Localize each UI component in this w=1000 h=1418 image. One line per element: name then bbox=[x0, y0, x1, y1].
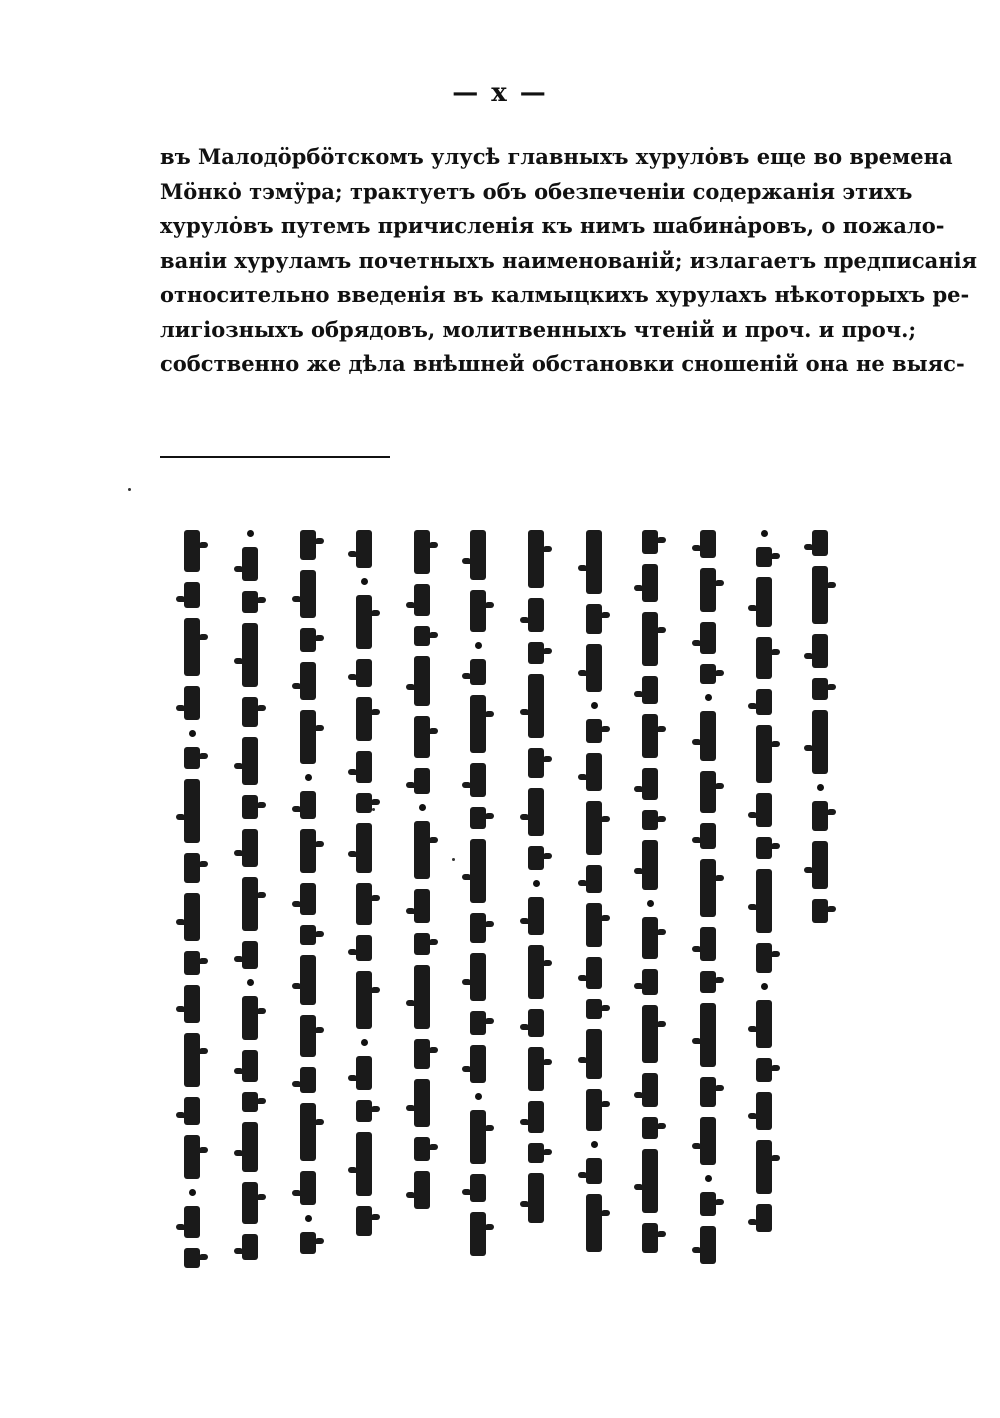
script-word-glyph bbox=[242, 795, 258, 819]
script-word-glyph bbox=[300, 1015, 316, 1057]
script-word-glyph bbox=[700, 568, 716, 612]
script-word-glyph bbox=[812, 678, 828, 700]
script-word-glyph bbox=[414, 1079, 430, 1127]
script-word-glyph bbox=[414, 584, 430, 616]
script-word-glyph bbox=[586, 530, 602, 594]
script-word-glyph bbox=[356, 971, 372, 1029]
script-word-glyph bbox=[528, 1143, 544, 1163]
script-word-glyph bbox=[356, 1100, 372, 1122]
script-word-glyph bbox=[184, 618, 200, 676]
script-word-glyph bbox=[242, 697, 258, 727]
punctuation-dot bbox=[533, 880, 540, 887]
script-word-glyph bbox=[356, 1206, 372, 1236]
script-word-glyph bbox=[414, 768, 430, 794]
script-word-glyph bbox=[586, 865, 602, 893]
script-word-glyph bbox=[812, 710, 828, 774]
script-word-glyph bbox=[470, 530, 486, 580]
script-word-glyph bbox=[356, 1132, 372, 1196]
script-word-glyph bbox=[242, 1182, 258, 1224]
script-word-glyph bbox=[356, 751, 372, 783]
script-word-glyph bbox=[184, 985, 200, 1023]
script-word-glyph bbox=[184, 530, 200, 572]
script-word-glyph bbox=[642, 564, 658, 602]
punctuation-dot bbox=[647, 900, 654, 907]
script-word-glyph bbox=[528, 945, 544, 999]
text-line: ваніи хуруламъ почетныхъ наименованій; излагаетъ предписанія bbox=[160, 247, 978, 273]
script-word-glyph bbox=[414, 656, 430, 706]
script-word-glyph bbox=[642, 676, 658, 704]
script-word-glyph bbox=[812, 634, 828, 668]
punctuation-dot bbox=[761, 983, 768, 990]
script-word-glyph bbox=[356, 823, 372, 873]
script-column bbox=[686, 530, 730, 1274]
script-word-glyph bbox=[356, 530, 372, 568]
punctuation-dot bbox=[247, 530, 254, 537]
script-word-glyph bbox=[184, 893, 200, 941]
script-word-glyph bbox=[184, 582, 200, 608]
script-word-glyph bbox=[812, 899, 828, 923]
script-column bbox=[514, 530, 558, 1233]
script-word-glyph bbox=[700, 622, 716, 654]
punctuation-dot bbox=[475, 1093, 482, 1100]
script-word-glyph bbox=[242, 1122, 258, 1172]
mongolian-script-block bbox=[150, 530, 860, 1290]
script-word-glyph bbox=[414, 716, 430, 758]
script-word-glyph bbox=[700, 971, 716, 993]
script-word-glyph bbox=[642, 969, 658, 995]
script-word-glyph bbox=[528, 788, 544, 836]
footnote-separator-rule bbox=[160, 456, 390, 458]
script-word-glyph bbox=[528, 1047, 544, 1091]
text-line: хурулȯвъ путемъ причисленія къ нимъ шабинȧровъ, о пожало- bbox=[160, 213, 945, 238]
script-word-glyph bbox=[470, 839, 486, 903]
script-word-glyph bbox=[528, 897, 544, 935]
script-word-glyph bbox=[242, 623, 258, 687]
punctuation-dot bbox=[189, 1189, 196, 1196]
script-word-glyph bbox=[586, 753, 602, 791]
script-word-glyph bbox=[586, 1029, 602, 1079]
script-word-glyph bbox=[300, 628, 316, 652]
script-word-glyph bbox=[586, 999, 602, 1019]
script-word-glyph bbox=[242, 1234, 258, 1260]
script-word-glyph bbox=[356, 1056, 372, 1090]
script-word-glyph bbox=[242, 547, 258, 581]
script-word-glyph bbox=[242, 829, 258, 867]
script-word-glyph bbox=[642, 612, 658, 666]
script-word-glyph bbox=[756, 547, 772, 567]
text-line: въ Малодӧрбӧтскомъ улусѣ главныхъ хурулȯвъ еще во времена bbox=[160, 144, 953, 169]
script-word-glyph bbox=[414, 965, 430, 1029]
script-word-glyph bbox=[586, 1158, 602, 1184]
script-word-glyph bbox=[642, 917, 658, 959]
script-word-glyph bbox=[242, 737, 258, 785]
script-word-glyph bbox=[184, 1033, 200, 1087]
script-word-glyph bbox=[356, 595, 372, 649]
script-word-glyph bbox=[756, 725, 772, 783]
script-word-glyph bbox=[528, 1009, 544, 1037]
script-word-glyph bbox=[300, 955, 316, 1005]
script-word-glyph bbox=[184, 686, 200, 720]
script-word-glyph bbox=[756, 943, 772, 973]
script-word-glyph bbox=[700, 1003, 716, 1067]
script-word-glyph bbox=[756, 1058, 772, 1082]
script-word-glyph bbox=[300, 791, 316, 819]
script-word-glyph bbox=[242, 996, 258, 1040]
script-word-glyph bbox=[356, 697, 372, 741]
script-column bbox=[170, 530, 214, 1278]
script-word-glyph bbox=[528, 748, 544, 778]
script-word-glyph bbox=[642, 1005, 658, 1063]
script-word-glyph bbox=[528, 1173, 544, 1223]
script-word-glyph bbox=[242, 1050, 258, 1082]
script-word-glyph bbox=[586, 1194, 602, 1252]
script-word-glyph bbox=[470, 590, 486, 632]
script-word-glyph bbox=[642, 768, 658, 800]
punctuation-dot bbox=[305, 774, 312, 781]
script-word-glyph bbox=[470, 659, 486, 685]
script-word-glyph bbox=[812, 801, 828, 831]
script-word-glyph bbox=[184, 779, 200, 843]
script-word-glyph bbox=[184, 747, 200, 769]
script-word-glyph bbox=[414, 821, 430, 879]
body-paragraph bbox=[160, 140, 978, 382]
script-word-glyph bbox=[528, 846, 544, 870]
script-word-glyph bbox=[184, 853, 200, 883]
punctuation-dot bbox=[305, 1215, 312, 1222]
script-word-glyph bbox=[700, 859, 716, 917]
script-word-glyph bbox=[700, 1192, 716, 1216]
script-word-glyph bbox=[414, 1137, 430, 1161]
script-word-glyph bbox=[300, 883, 316, 915]
script-word-glyph bbox=[756, 577, 772, 627]
script-word-glyph bbox=[756, 837, 772, 859]
text-line: Мӧнкȯ тэмӱра; трактуетъ объ обезпеченіи содержанія этихъ bbox=[160, 178, 913, 204]
script-word-glyph bbox=[642, 840, 658, 890]
script-word-glyph bbox=[812, 530, 828, 556]
script-word-glyph bbox=[242, 877, 258, 931]
script-word-glyph bbox=[414, 626, 430, 646]
script-column bbox=[286, 530, 330, 1264]
text-line: собственно же дѣла внѣшней обстановки сношеній она не выяс- bbox=[160, 351, 965, 376]
script-word-glyph bbox=[414, 1039, 430, 1069]
punctuation-dot bbox=[817, 784, 824, 791]
script-word-glyph bbox=[242, 941, 258, 969]
script-word-glyph bbox=[586, 801, 602, 855]
script-word-glyph bbox=[242, 1092, 258, 1112]
punctuation-dot bbox=[591, 1141, 598, 1148]
script-word-glyph bbox=[242, 591, 258, 613]
script-word-glyph bbox=[700, 530, 716, 558]
text-line: относительно введенія въ калмыцкихъ хурулахъ нѣкоторыхъ ре- bbox=[160, 282, 970, 307]
script-word-glyph bbox=[812, 566, 828, 624]
page-number-header: — x — bbox=[452, 78, 548, 108]
script-word-glyph bbox=[300, 1067, 316, 1093]
script-word-glyph bbox=[470, 1011, 486, 1035]
script-word-glyph bbox=[528, 674, 544, 738]
script-word-glyph bbox=[700, 664, 716, 684]
script-word-glyph bbox=[356, 659, 372, 687]
punctuation-dot bbox=[247, 979, 254, 986]
punctuation-dot bbox=[591, 702, 598, 709]
script-word-glyph bbox=[700, 771, 716, 813]
script-word-glyph bbox=[356, 935, 372, 961]
script-word-glyph bbox=[414, 933, 430, 955]
script-word-glyph bbox=[756, 637, 772, 679]
script-word-glyph bbox=[300, 1232, 316, 1254]
script-word-glyph bbox=[300, 570, 316, 618]
script-word-glyph bbox=[470, 953, 486, 1001]
script-word-glyph bbox=[414, 530, 430, 574]
script-word-glyph bbox=[700, 823, 716, 849]
script-column bbox=[456, 530, 500, 1266]
script-word-glyph bbox=[356, 883, 372, 925]
script-word-glyph bbox=[184, 1135, 200, 1179]
script-word-glyph bbox=[414, 889, 430, 923]
script-word-glyph bbox=[642, 530, 658, 554]
script-word-glyph bbox=[642, 810, 658, 830]
script-word-glyph bbox=[470, 913, 486, 943]
script-word-glyph bbox=[756, 1000, 772, 1048]
script-word-glyph bbox=[642, 1073, 658, 1107]
script-column bbox=[228, 530, 272, 1270]
script-word-glyph bbox=[700, 1226, 716, 1264]
script-word-glyph bbox=[756, 1204, 772, 1232]
script-word-glyph bbox=[300, 925, 316, 945]
punctuation-dot bbox=[189, 730, 196, 737]
script-word-glyph bbox=[300, 662, 316, 700]
script-word-glyph bbox=[700, 1077, 716, 1107]
punctuation-dot bbox=[761, 530, 768, 537]
punctuation-dot bbox=[705, 1175, 712, 1182]
script-word-glyph bbox=[812, 841, 828, 889]
script-word-glyph bbox=[470, 1212, 486, 1256]
script-column bbox=[572, 530, 616, 1262]
script-word-glyph bbox=[700, 1117, 716, 1165]
script-word-glyph bbox=[300, 1103, 316, 1161]
scan-speck bbox=[372, 808, 375, 811]
script-word-glyph bbox=[586, 1089, 602, 1131]
script-word-glyph bbox=[528, 1101, 544, 1133]
punctuation-dot bbox=[361, 1039, 368, 1046]
script-word-glyph bbox=[470, 1174, 486, 1202]
script-word-glyph bbox=[756, 689, 772, 715]
script-word-glyph bbox=[300, 1171, 316, 1205]
script-word-glyph bbox=[528, 598, 544, 632]
script-column bbox=[798, 530, 842, 933]
script-column bbox=[400, 530, 444, 1219]
script-word-glyph bbox=[300, 530, 316, 560]
script-word-glyph bbox=[756, 793, 772, 827]
script-word-glyph bbox=[586, 957, 602, 989]
script-word-glyph bbox=[414, 1171, 430, 1209]
scan-speck bbox=[452, 858, 455, 861]
script-word-glyph bbox=[184, 1206, 200, 1238]
script-word-glyph bbox=[470, 807, 486, 829]
script-word-glyph bbox=[586, 604, 602, 634]
script-word-glyph bbox=[184, 951, 200, 975]
script-word-glyph bbox=[184, 1248, 200, 1268]
script-word-glyph bbox=[356, 793, 372, 813]
script-word-glyph bbox=[756, 869, 772, 933]
punctuation-dot bbox=[361, 578, 368, 585]
script-word-glyph bbox=[586, 903, 602, 947]
script-word-glyph bbox=[300, 710, 316, 764]
script-word-glyph bbox=[528, 642, 544, 664]
script-word-glyph bbox=[700, 927, 716, 961]
script-column bbox=[742, 530, 786, 1242]
scan-speck bbox=[128, 488, 131, 491]
script-column bbox=[628, 530, 672, 1263]
script-word-glyph bbox=[642, 1223, 658, 1253]
script-word-glyph bbox=[700, 711, 716, 761]
script-word-glyph bbox=[586, 644, 602, 692]
script-word-glyph bbox=[300, 829, 316, 873]
script-word-glyph bbox=[184, 1097, 200, 1125]
punctuation-dot bbox=[419, 804, 426, 811]
script-word-glyph bbox=[528, 530, 544, 588]
script-column bbox=[342, 530, 386, 1246]
punctuation-dot bbox=[705, 694, 712, 701]
script-word-glyph bbox=[470, 1110, 486, 1164]
script-word-glyph bbox=[756, 1092, 772, 1130]
script-word-glyph bbox=[586, 719, 602, 743]
script-word-glyph bbox=[642, 1117, 658, 1139]
script-word-glyph bbox=[470, 695, 486, 753]
script-word-glyph bbox=[470, 1045, 486, 1083]
text-line: лигіозныхъ обрядовъ, молитвенныхъ чтеній и проч. и проч.; bbox=[160, 316, 917, 342]
script-word-glyph bbox=[756, 1140, 772, 1194]
punctuation-dot bbox=[475, 642, 482, 649]
script-word-glyph bbox=[470, 763, 486, 797]
script-word-glyph bbox=[642, 1149, 658, 1213]
script-word-glyph bbox=[642, 714, 658, 758]
